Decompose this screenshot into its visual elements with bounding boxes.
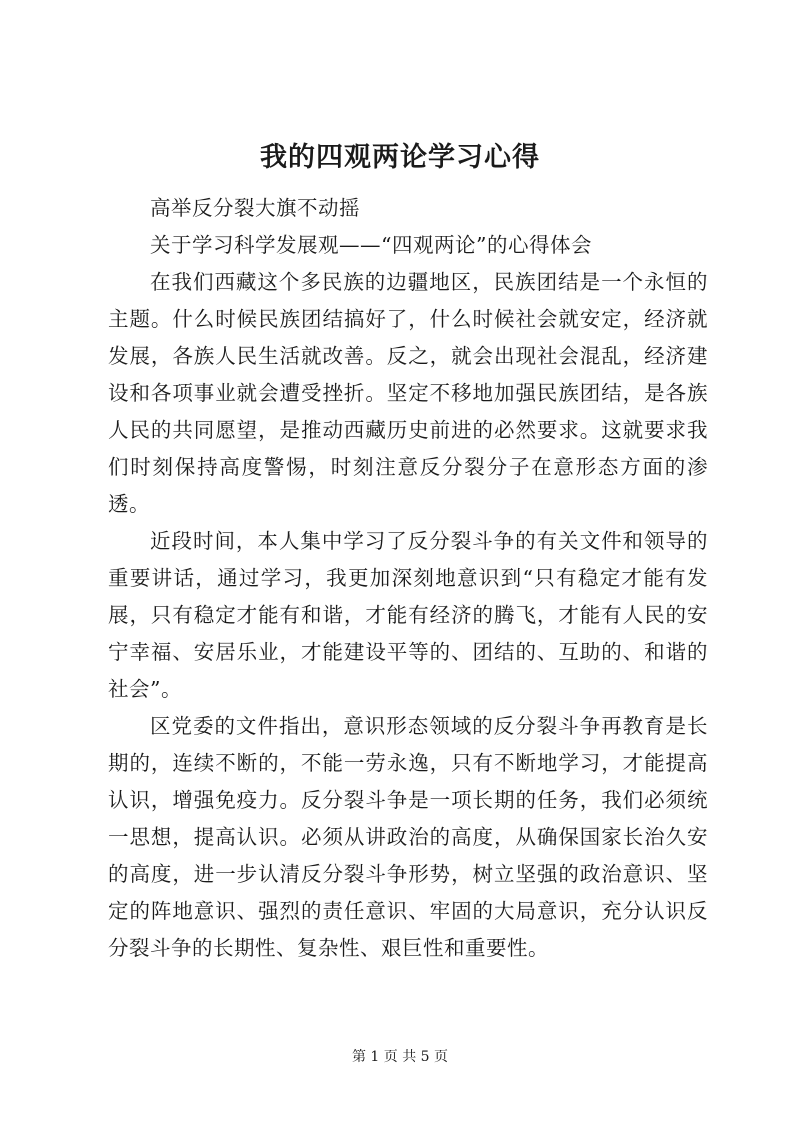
paragraph-subheading: 关于学习科学发展观——“四观两论”的心得体会 [150, 233, 592, 257]
paragraph-heading: 高举反分裂大旗不动摇 [150, 196, 360, 220]
paragraph: 区党委的文件指出，意识形态领域的反分裂斗争再教育是长期的，连续不断的，不能一劳永逸，只有不断地学习，才能提高认识，增强免疫力。反分裂斗争是一项长期的任务，我们必须统一思想，提高认识。必须从讲政治的高度，从确保国家长治久安的高度，进一步认清反分裂斗争形势，树立坚强的政治意识、坚定的阵地意识、强烈的责任意识、牢固的大局意识，充分认识反分裂斗争的长期性、复杂性、艰巨性和重要性。 [108, 714, 708, 960]
page-footer: 第 1 页 共 5 页 [351, 1049, 449, 1065]
paragraph: 在我们西藏这个多民族的边疆地区，民族团结是一个永恒的主题。什么时候民族团结搞好了，什么时候社会就安定，经济就发展，各族人民生活就改善。反之，就会出现社会混乱，经济建设和各项事业就会遭受挫折。坚定不移地加强民族团结，是各族人民的共同愿望，是推动西藏历史前进的必然要求。这就要求我们时刻保持高度警惕，时刻注意反分裂分子在意形态方面的渗透。 [108, 270, 708, 516]
document-title: 我的四观两论学习心得 [260, 142, 540, 173]
paragraph: 近段时间，本人集中学习了反分裂斗争的有关文件和领导的重要讲话，通过学习，我更加深刻地意识到“只有稳定才能有发展，只有稳定才能有和谐，才能有经济的腾飞，才能有人民的安宁幸福、安居乐业，才能建设平等的、团结的、互助的、和谐的社会”。 [108, 529, 708, 701]
document-body [108, 190, 708, 967]
